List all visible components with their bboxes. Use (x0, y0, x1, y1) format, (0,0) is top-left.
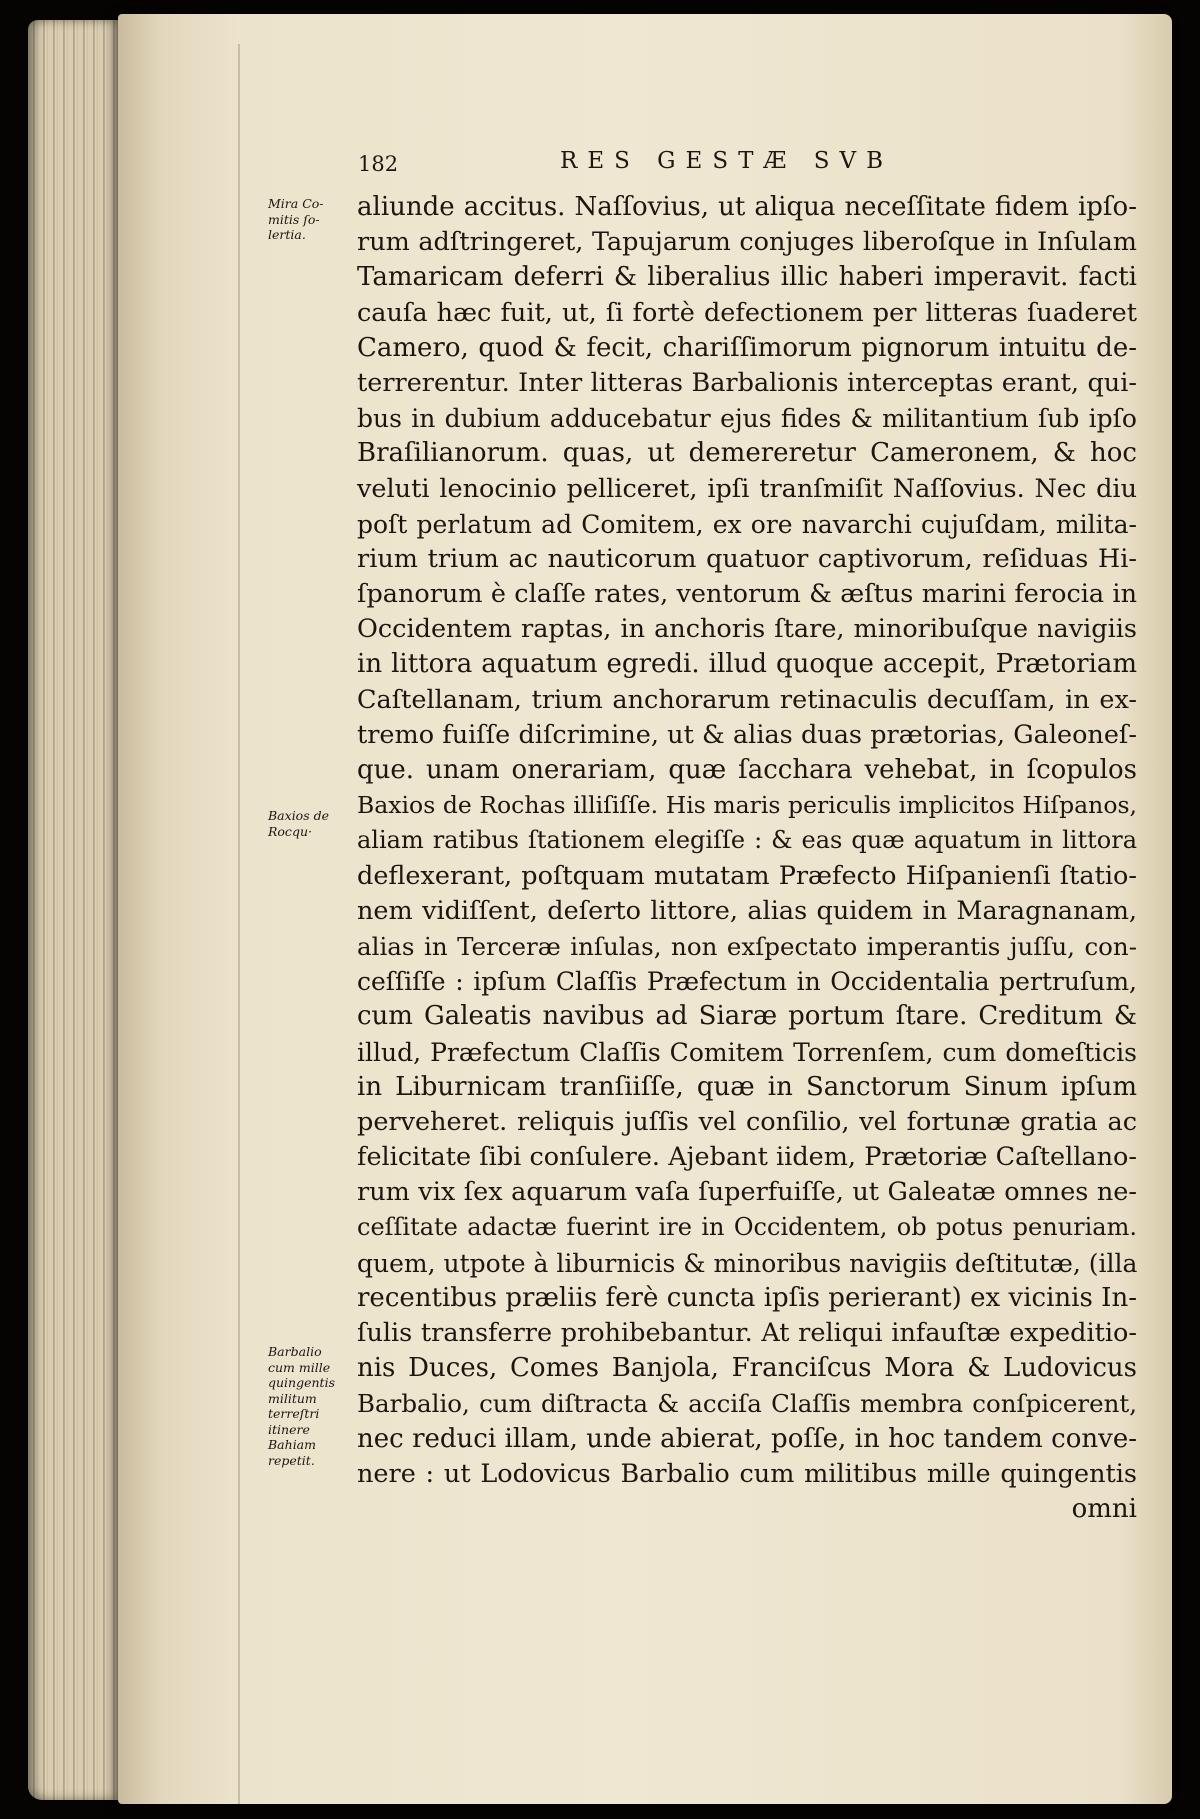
text-line: alias in Terceræ inſulas, non exſpectato imperantis juſſu, con- (357, 931, 1137, 961)
margin-note-mira-comitis (268, 196, 344, 243)
text-line: bus in dubium adducebatur ejus fides & militantium ſub ipſo (357, 404, 1137, 434)
text-line: ceſſitate adactæ fuerint ire in Occidentem, ob potus penuriam. (357, 1213, 1137, 1242)
text-line: poſt perlatum ad Comitem, ex ore navarchi cujuſdam, milita- (357, 509, 1137, 539)
text-line: Barbalio, cum diſtracta & acciſa Claſſis membra conſpicerent, (357, 1389, 1137, 1419)
text-line: terrerentur. Inter litteras Barbalionis interceptas erant, qui- (357, 367, 1137, 398)
text-line: Baxios de Rochas illiſiſſe. His maris periculis implicitos Hiſpanos, (357, 791, 1137, 820)
margin-note-line: Rocqu· (268, 823, 312, 839)
text-line: in Liburnicam tranſiiſſe, quæ in Sanctorum Sinum ipſum (357, 1071, 1137, 1102)
catchword: omni (1071, 1493, 1137, 1524)
margin-note-line: repetit. (268, 1452, 315, 1468)
text-line: rium trium ac nauticorum quatuor captivorum, reſiduas Hi- (357, 543, 1137, 574)
text-line: felicitate ſibi conſulere. Ajebant iidem, Prætoriæ Caſtellano- (357, 1142, 1137, 1173)
margin-note-line: terreſtri (268, 1406, 320, 1421)
text-line: veluti lenocinio pelliceret, ipſi tranſmiſit Naſſovius. Nec diu (357, 473, 1137, 504)
text-line: Occidentem raptas, in anchoris ſtare, minoribuſque navigiis (357, 614, 1137, 645)
margin-note-line: Baxios de (268, 808, 329, 823)
margin-note-line: lertia. (268, 227, 306, 242)
margin-note-barbalio (268, 1344, 344, 1468)
text-line: que. unam onerariam, quæ ſacchara vehebat, in ſcopulos (357, 755, 1137, 785)
margin-note-line: Bahiam (268, 1437, 316, 1452)
margin-note-line: quingentis (268, 1375, 335, 1390)
margin-note-line: itinere (268, 1421, 310, 1437)
margin-note-baxios (268, 808, 344, 839)
gutter-shadow (238, 44, 240, 1804)
text-line: nec reduci illam, unde abierat, poſſe, in hoc tandem conve- (357, 1423, 1137, 1454)
margin-note-line: mitis ſo- (268, 211, 320, 227)
text-line: rum adſtringeret, Tapujarum conjuges liberoſque in Inſulam (357, 227, 1137, 258)
text-line: ſpanorum è claſſe rates, ventorum & æſtus marini ferocia in (357, 579, 1137, 610)
text-line: Braſilianorum. quas, ut demereretur Cameronem, & hoc (357, 438, 1137, 469)
text-line: Camero, quod & fecit, chariſſimorum pignorum intuitu de- (357, 332, 1137, 363)
text-line: Caſtellanam, trium anchorarum retinaculis decuſſam, in ex- (357, 684, 1137, 715)
text-line: Tamaricam deferri & liberalius illic haberi imperavit. facti (357, 262, 1137, 293)
text-line: nem vidiſſent, deſerto littore, alias quidem in Maragnanam, (357, 895, 1137, 926)
text-line: cum Galeatis navibus ad Siaræ portum ſtare. Creditum & (357, 1001, 1137, 1032)
running-title: RES GESTÆ SVB (560, 148, 894, 174)
text-line: aliunde accitus. Naſſovius, ut aliqua neceſſitate fidem ipſo- (357, 192, 1137, 222)
text-line: nis Duces, Comes Banjola, Franciſcus Mora & Ludovicus (357, 1353, 1137, 1384)
text-line: perveheret. reliquis juſſis vel conſilio, vel fortunæ gratia ac (357, 1106, 1137, 1137)
text-line: in littora aquatum egredi. illud quoque accepit, Prætoriam (357, 649, 1137, 680)
body-text (357, 190, 1137, 1527)
margin-note-line: Barbalio (268, 1344, 322, 1359)
text-line: quem, utpote à liburnicis & minoribus navigiis deſtitutæ, (illa (357, 1248, 1138, 1278)
text-line: tremo fuiſſe diſcrimine, ut & alias duas prætorias, Galeoneſ- (357, 719, 1137, 750)
text-line: ceſſiſſe : ipſum Claſſis Præfectum in Occidentalia pertruſum, (357, 967, 1137, 997)
text-line: ſulis transferre prohibebantur. At reliqui infauſtæ expeditio- (357, 1318, 1137, 1348)
text-line: recentibus præliis ferè cuncta ipſis perierant) ex vicinis In- (357, 1282, 1137, 1313)
text-line: nere : ut Lodovicus Barbalio cum militibus mille quingentis (357, 1458, 1137, 1489)
page-number: 182 (358, 152, 399, 176)
margin-note-line: militum (268, 1390, 317, 1406)
text-line: deflexerant, poſtquam mutatam Præfecto Hiſpanienſi ſtatio- (357, 860, 1137, 891)
text-line: aliam ratibus ſtationem elegiſſe : & eas quæ aquatum in littora (357, 826, 1137, 855)
text-line: illud, Præfectum Claſſis Comitem Torrenſem, cum domeſticis (357, 1037, 1137, 1067)
text-line: cauſa hæc fuit, ut, ſi fortè defectionem per litteras ſuaderet (357, 297, 1137, 328)
text-line: rum vix ſex aquarum vaſa ſuperfuiſſe, ut Galeatæ omnes ne- (357, 1177, 1137, 1208)
margin-note-line: cum mille (268, 1359, 331, 1375)
page-header (338, 148, 898, 188)
margin-note-line: Mira Co- (268, 196, 324, 211)
